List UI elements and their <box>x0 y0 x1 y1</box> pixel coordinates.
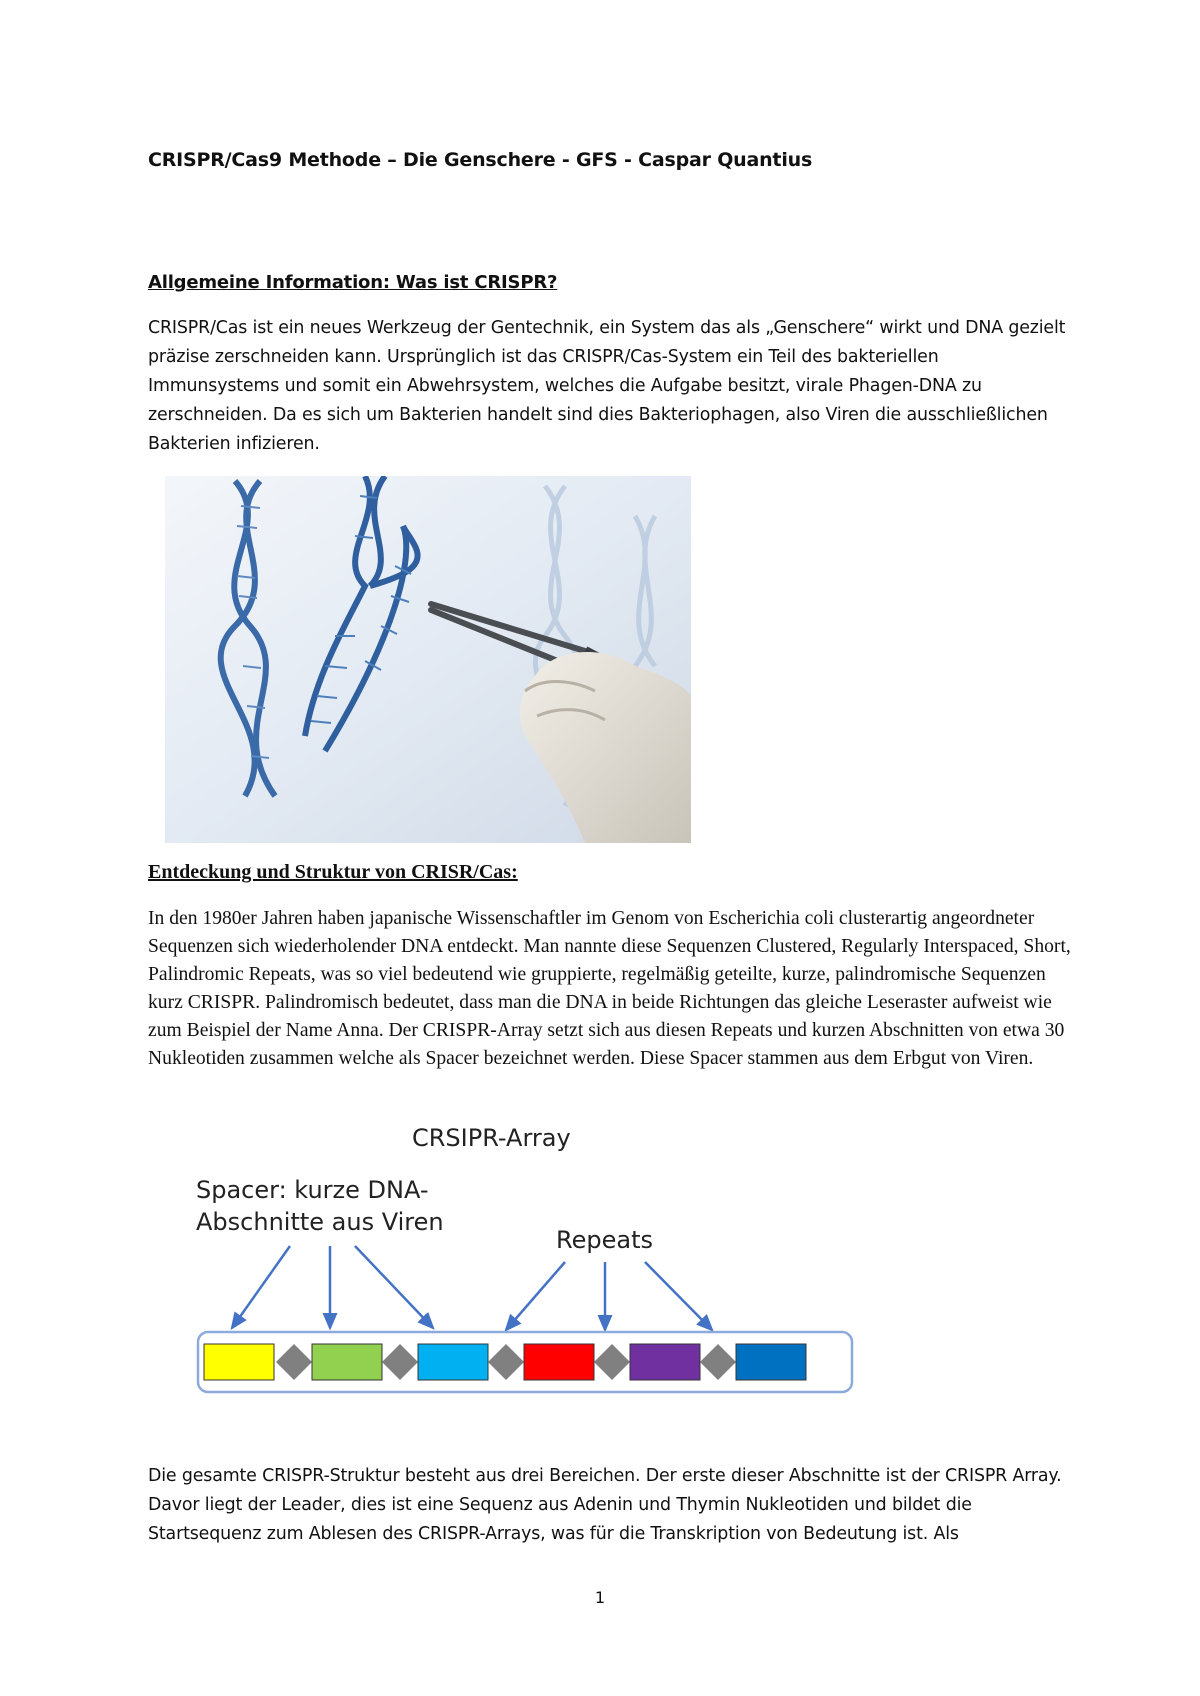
array-elements <box>204 1344 806 1380</box>
spacer-light-blue <box>418 1344 488 1380</box>
spacer-red <box>524 1344 594 1380</box>
paragraph-general-info: CRISPR/Cas ist ein neues Werkzeug der Gentechnik, ein System das als „Genschere“ wirkt und DNA gezielt präzise zerschneiden kann. Ursprünglich ist das CRISPR/Cas-System ein Teil des bakteriellen Immunsystems und somit ein Abwehrsystem, welches die Aufgabe besitzt, virale Phagen-DNA zu zerschneiden. Da es sich um Bakterien handelt sind dies Bakteriophagen, also Viren die ausschließlichen Bakterien infizieren. <box>148 318 1066 454</box>
spacer-green <box>312 1344 382 1380</box>
spacer-label-line1: Spacer: kurze DNA- <box>196 1176 429 1204</box>
section-heading-discovery: Entdeckung und Struktur von CRISR/Cas: <box>148 861 518 883</box>
spacer-blue <box>736 1344 806 1380</box>
diagram-title: CRSIPR-Array <box>412 1124 571 1152</box>
document-title: CRISPR/Cas9 Methode – Die Genschere - GFS - Caspar Quantius <box>148 149 813 171</box>
pointer-arrows <box>232 1246 712 1330</box>
spacer-label-line2: Abschnitte aus Viren <box>196 1208 444 1236</box>
dna-illustration <box>165 476 691 843</box>
section-heading-general: Allgemeine Information: Was ist CRISPR? <box>148 272 558 293</box>
dna-tweezers-image <box>165 476 691 843</box>
crispr-array-diagram <box>150 1110 970 1410</box>
paragraph-structure: Die gesamte CRISPR-Struktur besteht aus drei Bereichen. Der erste dieser Abschnitte ist der CRISPR Array. Davor liegt der Leader, dies ist eine Sequenz aus Adenin und Thymin Nukleotiden und bildet die Startsequenz zum Ablesen des CRISPR-Arrays, was für die Transkription von Bedeutung ist. Als <box>148 1466 1062 1544</box>
spacer-purple <box>630 1344 700 1380</box>
spacer-yellow <box>204 1344 274 1380</box>
repeats-label: Repeats <box>556 1226 653 1254</box>
paragraph-discovery: In den 1980er Jahren haben japanische Wissenschaftler im Genom von Escherichia coli clusterartig angeordneter Sequenzen sich wiederholender DNA entdeckt. Man nannte diese Sequenzen Clustered, Regularly Interspaced, Short, Palindromic Repeats, was so viel bedeutend wie gruppierte, regelmäßig geteilte, kurze, palindromische Sequenzen kurz CRISPR. Palindromisch bedeutet, dass man die DNA in beide Richtungen das gleiche Leseraster aufweist wie zum Beispiel der Name Anna. Der CRISPR-Array setzt sich aus diesen Repeats und kurzen Abschnitten von etwa 30 Nukleotiden zusammen welche als Spacer bezeichnet werden. Diese Spacer stammen aus dem Erbgut von Viren. <box>148 908 1071 1069</box>
page-number: 1 <box>594 1588 606 1607</box>
